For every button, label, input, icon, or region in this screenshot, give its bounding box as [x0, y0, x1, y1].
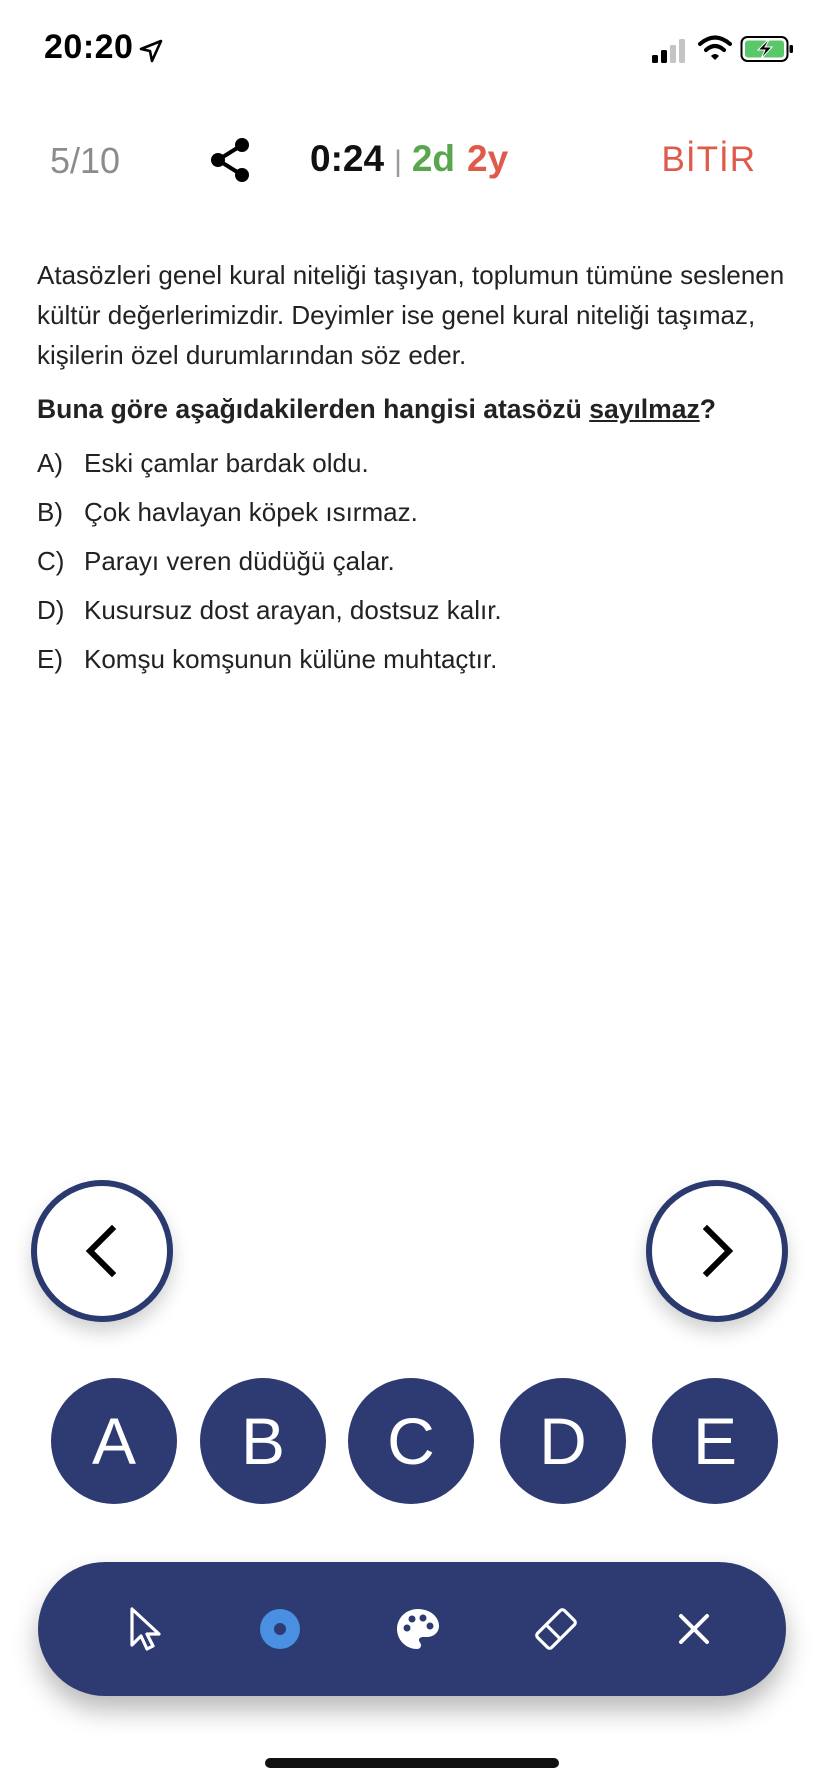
timer-and-score	[310, 138, 508, 180]
option-e	[37, 635, 792, 684]
chevron-left-icon	[72, 1221, 132, 1281]
previous-question-button[interactable]	[31, 1180, 173, 1322]
option-letter: B)	[37, 497, 63, 527]
option-letter: D)	[37, 595, 65, 625]
chevron-right-icon	[687, 1221, 747, 1281]
elapsed-timer: 0:24	[310, 138, 385, 179]
correct-count: 2d	[411, 138, 456, 179]
drawing-toolbar	[38, 1562, 786, 1696]
stem-emphasis: sayılmaz	[589, 394, 700, 424]
pointer-icon	[116, 1601, 172, 1657]
clear-tool-button[interactable]	[666, 1601, 722, 1657]
finish-button[interactable]: BİTİR	[661, 140, 756, 179]
pointer-tool-button[interactable]	[116, 1601, 172, 1657]
answer-button-a[interactable]: A	[51, 1378, 177, 1504]
option-b	[37, 488, 792, 537]
color-tool-button[interactable]	[390, 1601, 446, 1657]
location-arrow-icon	[138, 38, 164, 64]
option-text: Kusursuz dost arayan, dostsuz kalır.	[84, 595, 502, 625]
timer-separator: |	[394, 145, 402, 178]
stem-end: ?	[699, 394, 716, 424]
pen-dot-icon	[252, 1601, 308, 1657]
answer-button-e[interactable]: E	[652, 1378, 778, 1504]
option-text: Çok havlayan köpek ısırmaz.	[84, 497, 418, 527]
share-icon[interactable]	[206, 136, 254, 184]
palette-icon	[390, 1601, 446, 1657]
option-c	[37, 537, 792, 586]
close-icon	[666, 1601, 722, 1657]
answer-button-b[interactable]: B	[200, 1378, 326, 1504]
option-d	[37, 586, 792, 635]
answer-button-d[interactable]: D	[500, 1378, 626, 1504]
question-progress: 5/10	[50, 140, 121, 181]
question-block	[37, 255, 792, 684]
pen-tool-button[interactable]	[252, 1601, 308, 1657]
status-time: 20:20	[44, 28, 134, 66]
option-letter: E)	[37, 644, 63, 674]
home-indicator[interactable]	[265, 1758, 559, 1768]
quiz-header	[0, 120, 828, 200]
battery-charging-icon	[740, 34, 794, 64]
option-text: Komşu komşunun külüne muhtaçtır.	[84, 644, 498, 674]
eraser-tool-button[interactable]	[528, 1601, 584, 1657]
option-text: Parayı veren düdüğü çalar.	[84, 546, 395, 576]
status-bar	[0, 0, 828, 100]
option-text: Eski çamlar bardak oldu.	[84, 448, 369, 478]
answer-buttons	[0, 1378, 828, 1504]
wifi-icon	[698, 34, 732, 62]
option-letter: A)	[37, 448, 63, 478]
option-letter: C)	[37, 546, 65, 576]
option-a	[37, 439, 792, 488]
stem-text: Buna göre aşağıdakilerden hangisi atasözü	[37, 394, 590, 424]
question-stem	[37, 389, 792, 429]
cellular-signal-icon	[650, 38, 690, 64]
question-passage: Atasözleri genel kural niteliği taşıyan, toplumun tümüne seslenen kültür değerlerimizdir. Deyimler ise genel kural niteliği taşımaz, kişilerin özel durumlarından söz eder.	[37, 260, 785, 370]
answer-button-c[interactable]: C	[348, 1378, 474, 1504]
next-question-button[interactable]	[646, 1180, 788, 1322]
wrong-count: 2y	[467, 138, 509, 179]
eraser-icon	[528, 1601, 584, 1657]
